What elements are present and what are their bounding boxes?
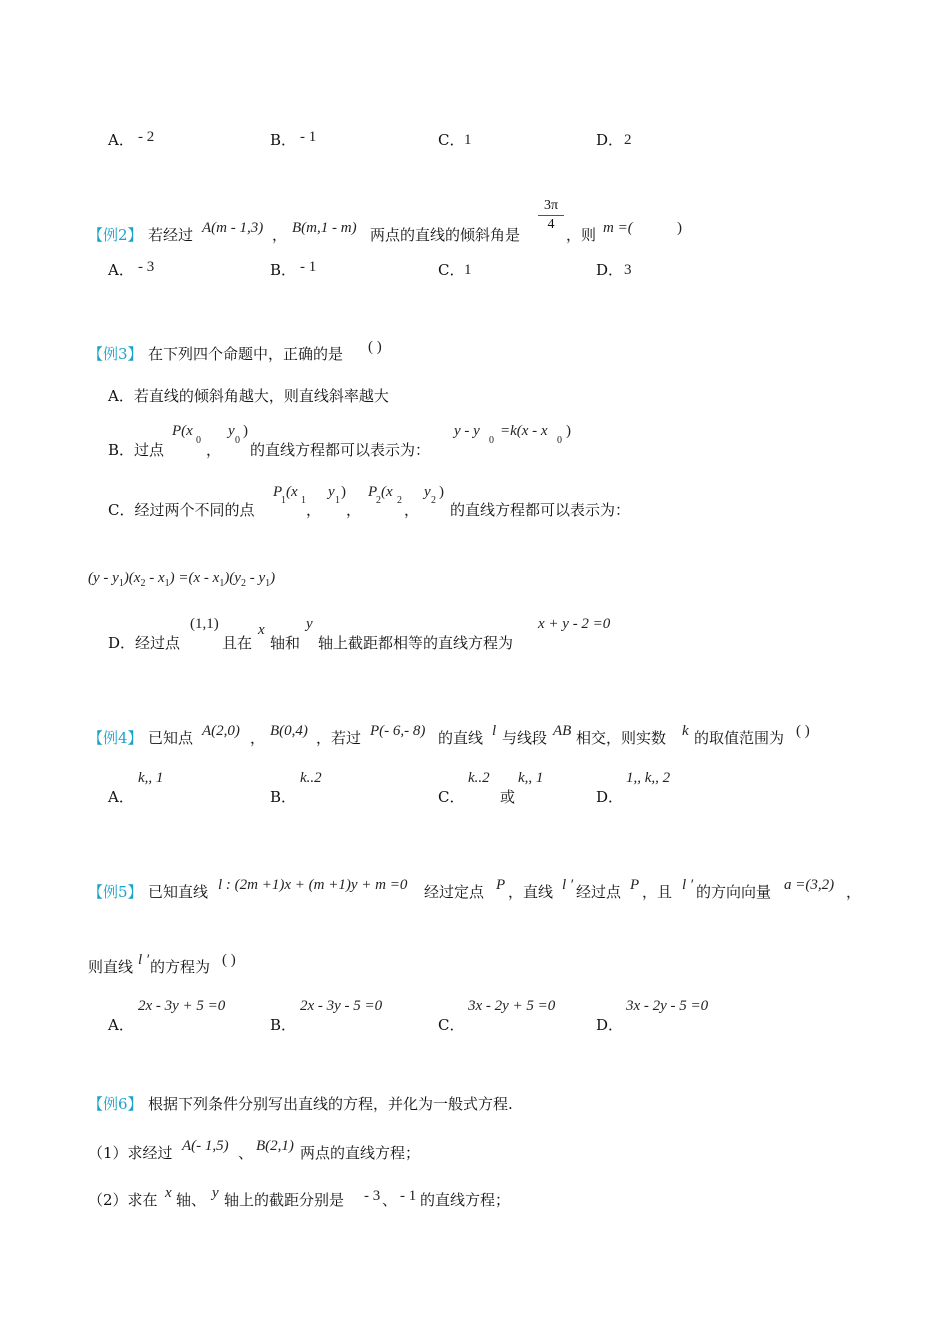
ex5-text-4: 经过点: [576, 883, 622, 901]
ex4-segment-ab: AB: [553, 723, 572, 739]
ex5-option-c-label: C．: [438, 1016, 465, 1034]
ex4-option-c-or: 或: [500, 788, 516, 806]
ex3-b-text: 的直线方程都可以表示为：: [250, 441, 431, 459]
q1-option-c-value: 1: [464, 132, 472, 148]
ex3-option-a: A．若直线的倾斜角越大，则直线斜率越大: [108, 387, 389, 405]
ex4-line-l: l: [492, 723, 497, 739]
ex3-c-y1: y: [328, 484, 335, 500]
ex4-option-b-value: k..2: [300, 770, 322, 786]
eq-sub-3: 1: [164, 578, 170, 589]
ex3-answer-paren: ( ): [368, 339, 382, 355]
ex6-part2-y: y: [212, 1185, 219, 1201]
eq-sub-1: 1: [118, 578, 124, 589]
ex6-part2-text-1: 轴、: [176, 1191, 207, 1209]
ex2-option-d-label: D．: [596, 261, 624, 279]
eq-sub-4: 1: [219, 578, 225, 589]
q1-option-b-label: B．: [270, 131, 297, 149]
ex6-part2-text-3: 的直线方程；: [420, 1191, 511, 1209]
ex3-c-p1-sub: 1: [281, 495, 286, 506]
ex5-text-2: 经过定点: [424, 883, 485, 901]
ex6-part1-point-a: A(- 1,5): [182, 1138, 229, 1154]
ex3-b-sub-1: 0: [235, 435, 240, 446]
ex6-part1-label: （1）求经过: [88, 1144, 173, 1162]
ex4-option-d-value: 1,, k,, 2: [626, 770, 671, 786]
ex2-option-a-label: A．: [108, 261, 134, 279]
ex5-text-3: ，直线: [508, 883, 554, 901]
example-6-tag: 【例6】: [88, 1095, 143, 1113]
ex3-c-p2: P: [368, 484, 378, 500]
ex6-part2-value-1: - 3: [364, 1188, 381, 1204]
ex5-option-d-label: D．: [596, 1016, 624, 1034]
eq-part-d: ) =(x - x: [169, 570, 220, 586]
ex3-d-point: (1,1): [190, 616, 219, 632]
ex5-option-d-value: 3x - 2y - 5 =0: [626, 998, 709, 1014]
ex3-b-equation-part1: y - y: [454, 423, 480, 439]
ex3-c-text: 的直线方程都可以表示为：: [450, 501, 631, 519]
ex5-text-7: ，: [846, 883, 862, 901]
ex5-line-l-prime-1: l ′: [562, 877, 574, 893]
ex4-comma: ，: [250, 729, 266, 747]
ex6-part2-text-2: 轴上的截距分别是: [224, 1191, 345, 1209]
ex4-text-4: 与线段: [502, 729, 548, 747]
ex2-frac-numerator: 3π: [543, 198, 559, 213]
ex3-c-p2-sub: 2: [376, 495, 381, 506]
eq-part-f: - y: [245, 570, 266, 586]
ex2-option-b-label: B．: [270, 261, 297, 279]
ex3-option-d-label: D．经过点: [108, 634, 181, 652]
ex3-c-p2-x-sub: 2: [397, 495, 402, 506]
q1-option-d-value: 2: [624, 132, 632, 148]
ex2-option-b-value: - 1: [300, 259, 317, 275]
ex5-text-6: 的方向向量: [696, 883, 772, 901]
ex3-d-x: x: [258, 622, 265, 638]
ex3-option-c-label: C．经过两个不同的点: [108, 501, 255, 519]
ex3-d-text-1: 且在: [222, 634, 253, 652]
ex3-c-p1: P: [273, 484, 283, 500]
ex3-c-close-2: ): [439, 484, 444, 500]
ex5-option-b-label: B．: [270, 1016, 297, 1034]
ex4-option-b-label: B．: [270, 788, 297, 806]
ex3-c-comma-2: ，: [346, 501, 362, 519]
ex6-stem: 根据下列条件分别写出直线的方程，并化为一般式方程.: [148, 1095, 513, 1113]
ex5-line2-l-prime: l ′: [138, 952, 150, 968]
ex4-option-c-value: k..2: [468, 770, 490, 786]
ex3-b-close: ): [243, 423, 248, 439]
ex6-part1-point-b: B(2,1): [256, 1138, 294, 1154]
eq-sub-2: 2: [140, 578, 146, 589]
ex4-text-5: 相交，则实数: [576, 729, 667, 747]
ex2-option-a-value: - 3: [138, 259, 155, 275]
ex4-text-6: 的取值范围为: [694, 729, 785, 747]
eq-sub-5: 2: [240, 578, 246, 589]
ex5-line2-text-1: 则直线: [88, 958, 134, 976]
ex3-option-b-label: B．过点: [108, 441, 165, 459]
ex3-d-text-2: 轴和: [270, 634, 301, 652]
ex5-option-c-value: 3x - 2y + 5 =0: [468, 998, 556, 1014]
ex2-m-equals: m =(: [603, 220, 633, 236]
ex5-direction-vector: a =(3,2): [784, 877, 835, 893]
eq-sub-6: 1: [265, 578, 271, 589]
ex2-option-d-value: 3: [624, 262, 632, 278]
example-3-tag: 【例3】: [88, 345, 143, 363]
ex6-part2-sep: 、: [382, 1191, 398, 1209]
ex5-line-l-prime-2: l ′: [682, 877, 694, 893]
eq-part-c: - x: [145, 570, 165, 586]
ex2-frac-denominator: 4: [547, 217, 555, 232]
ex3-b-equation-part3: ): [566, 423, 571, 439]
eq-part-a: (y - y: [88, 570, 119, 586]
ex4-text-3: 的直线: [438, 729, 484, 747]
ex2-option-c-label: C．: [438, 261, 465, 279]
ex2-text-3: ，则: [566, 226, 597, 244]
example-5-tag: 【例5】: [88, 883, 143, 901]
ex4-k: k: [682, 723, 689, 739]
ex6-part2-value-2: - 1: [400, 1188, 417, 1204]
ex4-text-1: 已知点: [148, 729, 194, 747]
ex3-b-comma: ，: [206, 441, 222, 459]
ex4-option-c-label: C．: [438, 788, 465, 806]
ex6-part2-label: （2）求在: [88, 1191, 158, 1209]
ex5-answer-paren: ( ): [222, 952, 236, 968]
ex5-text-5: ，且: [642, 883, 673, 901]
eq-part-e: )(y: [224, 570, 241, 586]
ex5-option-a-label: A．: [108, 1016, 134, 1034]
ex3-b-sub-0: 0: [196, 435, 201, 446]
ex2-point-b: B(m,1 - m): [292, 220, 357, 236]
ex2-angle-fraction: [538, 198, 564, 233]
q1-option-c-label: C．: [438, 131, 465, 149]
ex3-d-equation: x + y - 2 =0: [538, 616, 611, 632]
ex4-answer-paren: ( ): [796, 723, 810, 739]
ex3-b-equation-sub2: 0: [557, 435, 562, 446]
ex3-c-p1-x-sub: 1: [301, 495, 306, 506]
ex4-point-p: P(- 6,- 8): [370, 723, 426, 739]
ex4-option-c-value-2: k,, 1: [518, 770, 544, 786]
ex2-point-a: A(m - 1,3): [202, 220, 264, 236]
q1-option-a-label: A．: [108, 131, 134, 149]
ex6-part2-x: x: [165, 1185, 172, 1201]
example-4-tag: 【例4】: [88, 729, 143, 747]
ex2-frac-bar: [538, 215, 564, 216]
ex4-option-a-label: A．: [108, 788, 134, 806]
ex3-c-p2-x: (x: [381, 484, 393, 500]
ex2-text-1: 若经过: [148, 226, 194, 244]
ex4-text-2: ，若过: [316, 729, 362, 747]
ex5-option-b-value: 2x - 3y - 5 =0: [300, 998, 383, 1014]
ex4-point-b: B(0,4): [270, 723, 308, 739]
ex6-part1-text: 两点的直线方程；: [300, 1144, 421, 1162]
q1-option-b-value: - 1: [300, 129, 317, 145]
ex3-c-comma-1: ，: [306, 501, 322, 519]
eq-part-b: )(x: [123, 570, 141, 586]
ex3-d-y: y: [306, 616, 313, 632]
ex3-two-point-equation: [88, 568, 275, 594]
example-2-tag: 【例2】: [88, 226, 143, 244]
ex3-c-y2: y: [424, 484, 431, 500]
ex5-point-p-1: P: [496, 877, 506, 893]
ex2-option-c-value: 1: [464, 262, 472, 278]
ex3-stem: 在下列四个命题中，正确的是: [148, 345, 344, 363]
ex3-b-point-p: P(x: [172, 423, 193, 439]
ex3-c-close-1: ): [341, 484, 346, 500]
ex2-close-paren: ): [677, 220, 682, 236]
ex3-b-y: y: [228, 423, 235, 439]
ex5-line-equation: l : (2m +1)x + (m +1)y + m =0: [218, 877, 408, 893]
q1-option-a-value: - 2: [138, 129, 155, 145]
ex2-text-2: 两点的直线的倾斜角是: [370, 226, 521, 244]
q1-option-d-label: D．: [596, 131, 624, 149]
ex3-b-equation-sub1: 0: [489, 435, 494, 446]
ex2-comma: ，: [272, 226, 288, 244]
ex5-text-1: 已知直线: [148, 883, 209, 901]
ex4-option-d-label: D．: [596, 788, 624, 806]
ex5-point-p-2: P: [630, 877, 640, 893]
ex3-c-y2-sub: 2: [431, 495, 436, 506]
eq-part-g: ): [270, 570, 276, 586]
ex5-option-a-value: 2x - 3y + 5 =0: [138, 998, 226, 1014]
ex4-option-a-value: k,, 1: [138, 770, 164, 786]
ex3-b-equation-part2: =k(x - x: [500, 423, 548, 439]
ex3-c-p1-x: (x: [286, 484, 298, 500]
ex3-c-comma-3: ，: [404, 501, 420, 519]
ex3-d-text-3: 轴上截距都相等的直线方程为: [318, 634, 514, 652]
ex5-line2-text-2: 的方程为: [150, 958, 211, 976]
ex4-point-a: A(2,0): [202, 723, 240, 739]
ex3-c-y1-sub: 1: [335, 495, 340, 506]
ex6-part1-sep: 、: [238, 1144, 254, 1162]
